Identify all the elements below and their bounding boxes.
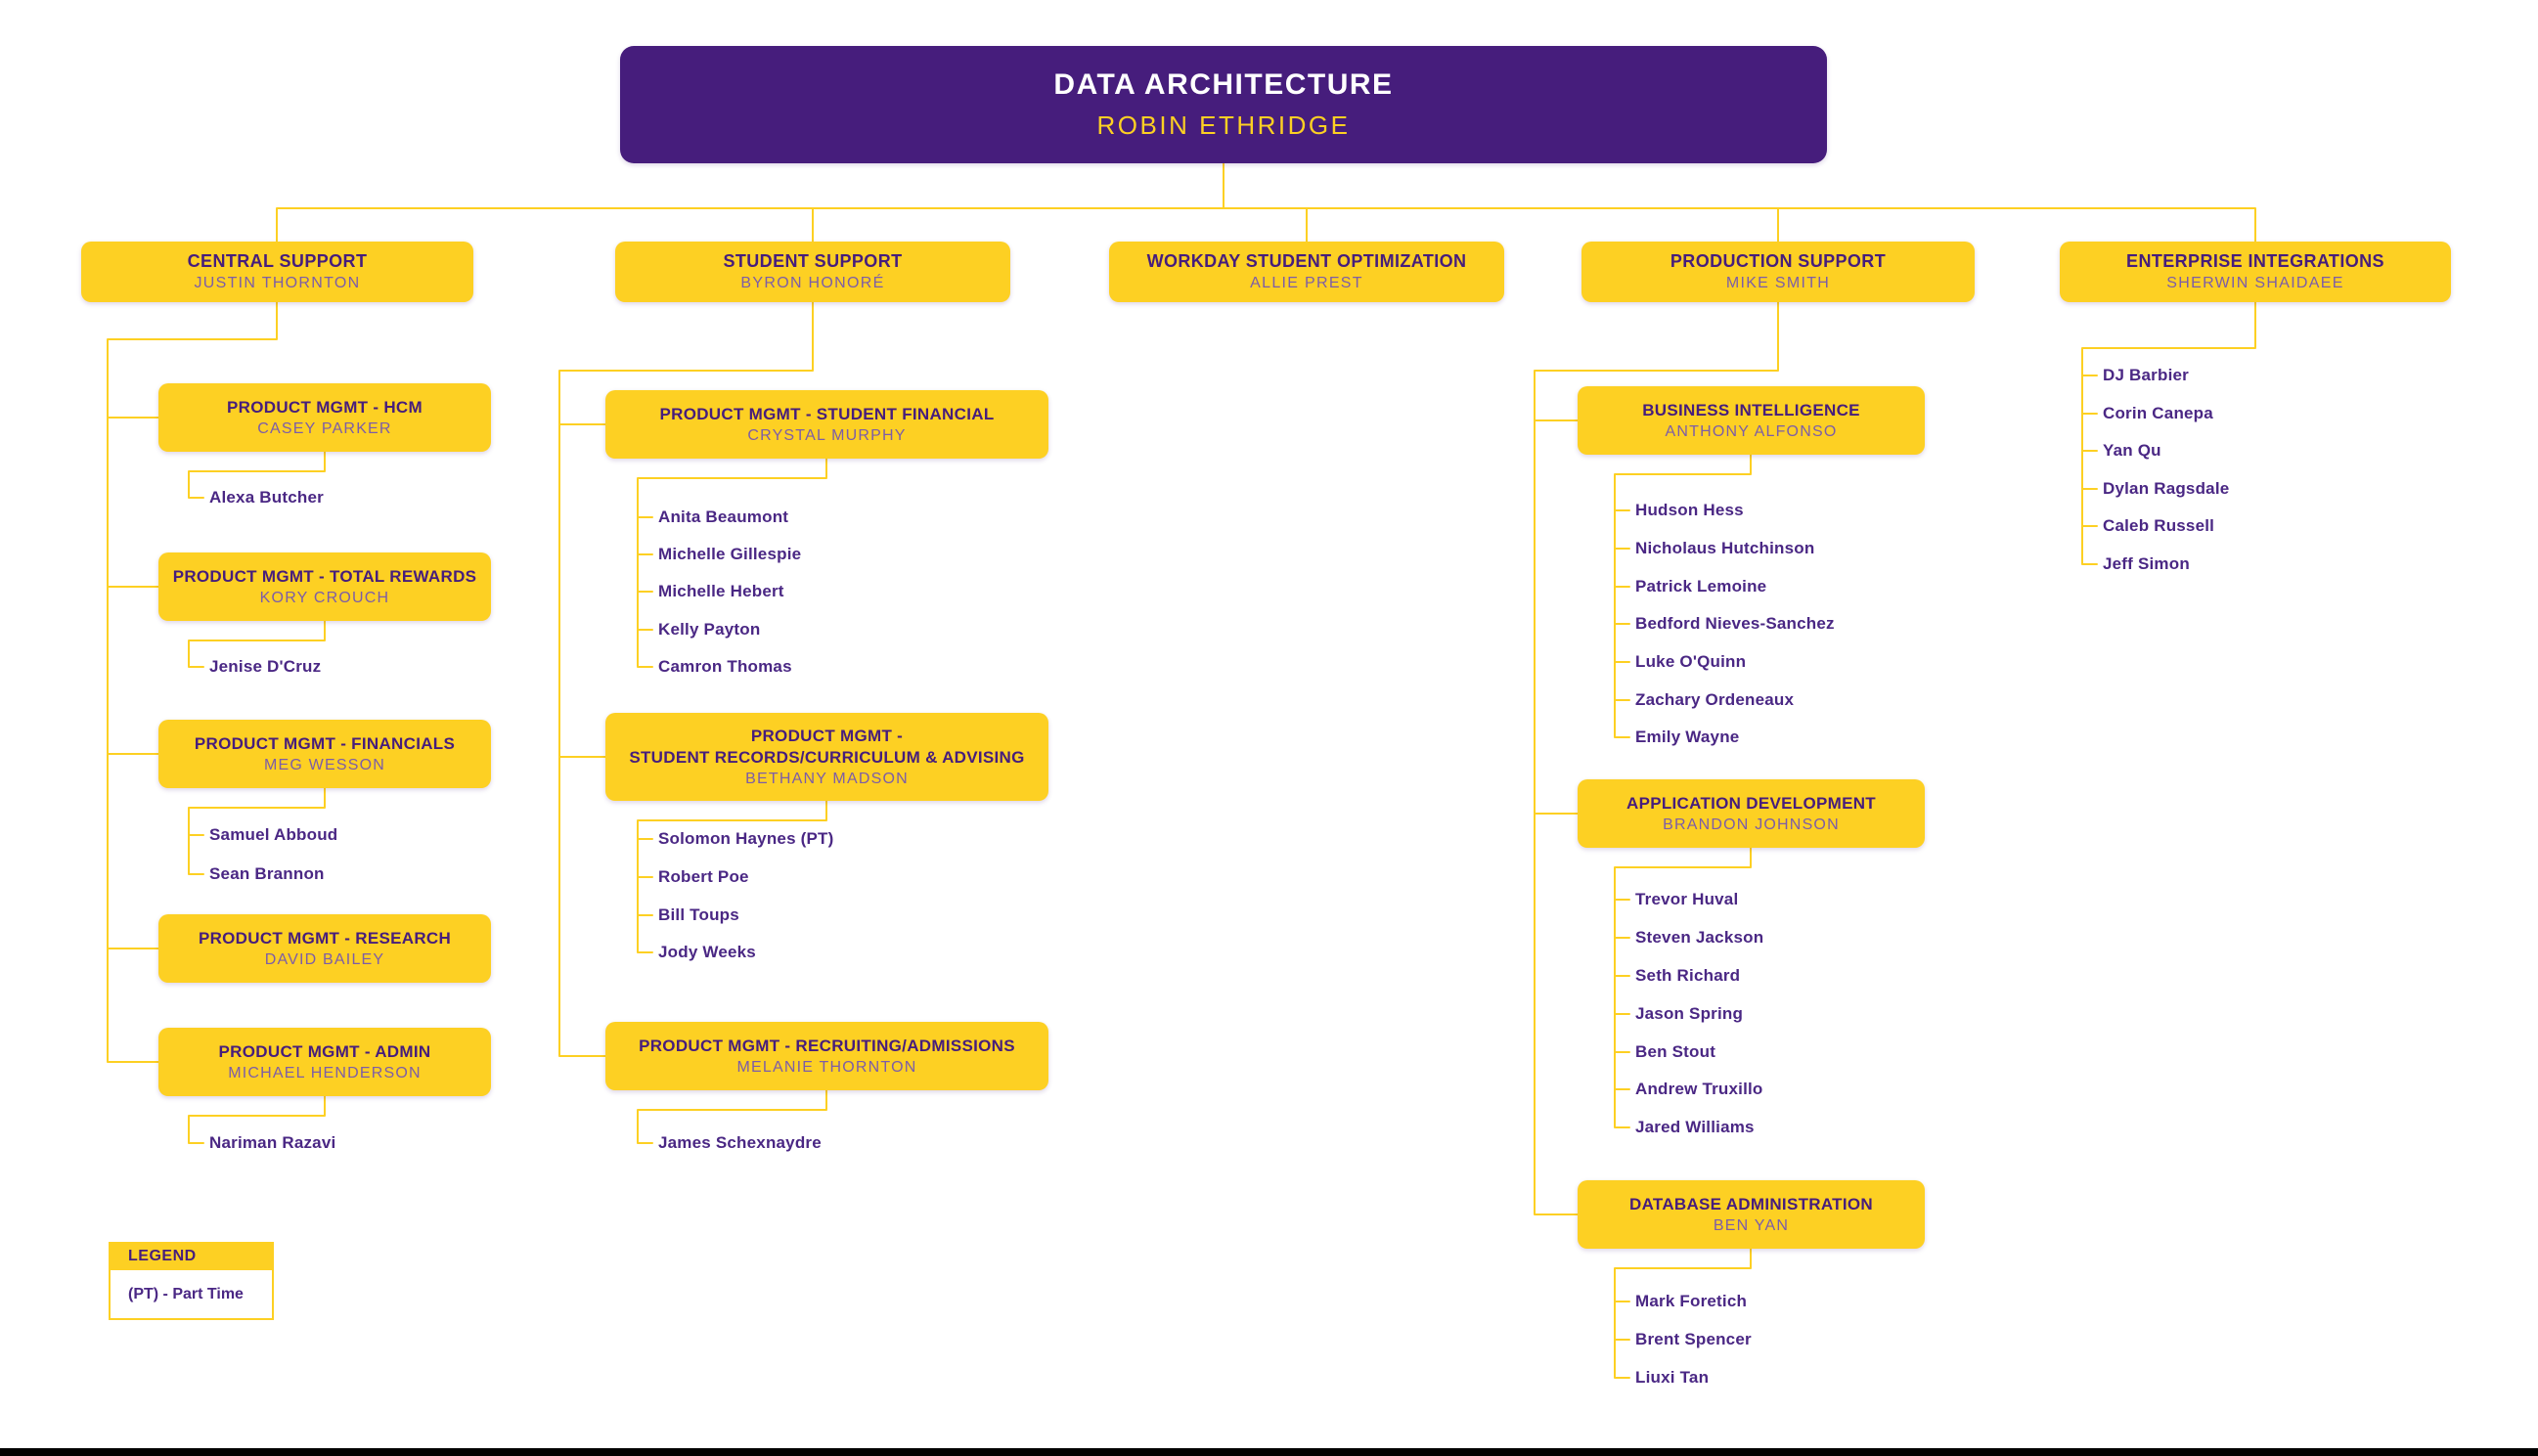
member-samuel-abboud: Samuel Abboud <box>209 825 338 844</box>
member-james-schexnaydre: James Schexnaydre <box>658 1133 822 1152</box>
footer-divider-bar <box>0 1448 2538 1456</box>
member-alexa-butcher: Alexa Butcher <box>209 488 324 507</box>
team-product-mgmt-recruiting-admissions <box>605 1022 1048 1090</box>
team-manager: CRYSTAL MURPHY <box>747 427 907 445</box>
member-trevor-huval: Trevor Huval <box>1635 890 1739 908</box>
member-bill-toups: Bill Toups <box>658 905 739 924</box>
member-nicholaus-hutchinson: Nicholaus Hutchinson <box>1635 539 1815 557</box>
member-camron-thomas: Camron Thomas <box>658 657 792 676</box>
member-hudson-hess: Hudson Hess <box>1635 501 1744 519</box>
team-title: BUSINESS INTELLIGENCE <box>1642 400 1860 419</box>
team-manager: MEG WESSON <box>263 757 385 774</box>
member-jody-weeks: Jody Weeks <box>658 943 756 961</box>
member-dj-barbier: DJ Barbier <box>2103 366 2189 384</box>
member-kelly-payton: Kelly Payton <box>658 620 761 639</box>
dept-manager: JUSTIN THORNTON <box>194 275 361 291</box>
team-title: PRODUCT MGMT - STUDENT FINANCIAL <box>659 404 995 423</box>
member-michelle-gillespie: Michelle Gillespie <box>658 545 802 563</box>
team-database-administration <box>1578 1180 1925 1249</box>
dept-title: CENTRAL SUPPORT <box>187 251 368 271</box>
team-title-line2: STUDENT RECORDS/CURRICULUM & ADVISING <box>629 747 1025 767</box>
root-node-data-architecture <box>620 46 1827 163</box>
member-mark-foretich: Mark Foretich <box>1635 1292 1748 1310</box>
team-title: PRODUCT MGMT - TOTAL REWARDS <box>172 566 477 586</box>
dept-enterprise-integrations <box>2060 242 2451 302</box>
dept-manager: ALLIE PREST <box>1250 275 1363 291</box>
member-brent-spencer: Brent Spencer <box>1635 1330 1752 1348</box>
root-title: DATA ARCHITECTURE <box>1053 68 1394 101</box>
team-manager: DAVID BAILEY <box>264 951 385 969</box>
team-product-mgmt-total-rewards <box>158 552 491 621</box>
member-dylan-ragsdale: Dylan Ragsdale <box>2103 479 2230 498</box>
team-product-mgmt-hcm <box>158 383 491 452</box>
member-zachary-ordeneaux: Zachary Ordeneaux <box>1635 690 1795 709</box>
team-title: DATABASE ADMINISTRATION <box>1629 1194 1873 1213</box>
member-michelle-hebert: Michelle Hebert <box>658 582 784 600</box>
member-luke-oquinn: Luke O'Quinn <box>1635 652 1747 671</box>
member-bedford-nieves-sanchez: Bedford Nieves-Sanchez <box>1635 614 1835 633</box>
team-title-line1: PRODUCT MGMT - <box>750 727 904 746</box>
team-manager: KORY CROUCH <box>259 590 390 607</box>
team-title: APPLICATION DEVELOPMENT <box>1626 793 1876 813</box>
member-andrew-truxillo: Andrew Truxillo <box>1635 1080 1763 1098</box>
connector-root-to-depts <box>277 163 2255 242</box>
member-jeff-simon: Jeff Simon <box>2103 554 2190 573</box>
team-manager: MICHAEL HENDERSON <box>228 1065 422 1082</box>
legend-entry-part-time: (PT) - Part Time <box>109 1270 274 1320</box>
dept-central-support <box>81 242 473 302</box>
dept-manager: BYRON HONORÉ <box>740 275 885 291</box>
team-manager: BETHANY MADSON <box>745 770 909 787</box>
team-title: PRODUCT MGMT - FINANCIALS <box>194 733 456 753</box>
member-nariman-razavi: Nariman Razavi <box>209 1133 336 1152</box>
team-application-development <box>1578 779 1925 848</box>
dept-manager: MIKE SMITH <box>1725 275 1831 291</box>
team-manager: ANTHONY ALFONSO <box>1665 423 1838 441</box>
member-jason-spring: Jason Spring <box>1635 1004 1744 1023</box>
legend-header: LEGEND <box>109 1242 274 1270</box>
team-product-mgmt-admin <box>158 1028 491 1096</box>
team-manager: MELANIE THORNTON <box>736 1059 917 1077</box>
member-corin-canepa: Corin Canepa <box>2103 404 2213 422</box>
dept-title: PRODUCTION SUPPORT <box>1670 251 1887 271</box>
member-seth-richard: Seth Richard <box>1635 966 1741 985</box>
member-caleb-russell: Caleb Russell <box>2103 516 2215 535</box>
dept-student-support <box>615 242 1010 302</box>
team-title: PRODUCT MGMT - ADMIN <box>218 1041 431 1061</box>
member-patrick-lemoine: Patrick Lemoine <box>1635 577 1767 596</box>
member-ben-stout: Ben Stout <box>1635 1042 1716 1061</box>
member-liuxi-tan: Liuxi Tan <box>1635 1368 1710 1387</box>
dept-title: WORKDAY STUDENT OPTIMIZATION <box>1146 251 1467 271</box>
team-business-intelligence <box>1578 386 1925 455</box>
member-yan-qu: Yan Qu <box>2103 441 2161 460</box>
dept-title: ENTERPRISE INTEGRATIONS <box>2126 251 2384 271</box>
member-emily-wayne: Emily Wayne <box>1635 728 1740 746</box>
member-jared-williams: Jared Williams <box>1635 1118 1755 1136</box>
dept-production-support <box>1581 242 1975 302</box>
member-robert-poe: Robert Poe <box>658 867 749 886</box>
member-solomon-haynes: Solomon Haynes (PT) <box>658 829 834 848</box>
team-manager: CASEY PARKER <box>257 420 392 438</box>
dept-workday-student-optimization <box>1109 242 1504 302</box>
team-manager: BRANDON JOHNSON <box>1663 816 1840 834</box>
member-sean-brannon: Sean Brannon <box>209 864 325 883</box>
member-jenise-dcruz: Jenise D'Cruz <box>209 657 322 676</box>
team-manager: BEN YAN <box>1713 1217 1790 1235</box>
dept-manager: SHERWIN SHAIDAEE <box>2166 275 2344 291</box>
member-steven-jackson: Steven Jackson <box>1635 928 1764 947</box>
team-product-mgmt-student-records-curriculum-advising <box>605 713 1048 801</box>
team-product-mgmt-financials <box>158 720 491 788</box>
team-product-mgmt-student-financial <box>605 390 1048 459</box>
member-anita-beaumont: Anita Beaumont <box>658 507 789 526</box>
root-manager: ROBIN ETHRIDGE <box>1096 110 1351 140</box>
dept-title: STUDENT SUPPORT <box>723 251 903 271</box>
connector-database-administration-members <box>1615 1249 1751 1378</box>
team-title: PRODUCT MGMT - RECRUITING/ADMISSIONS <box>639 1036 1015 1055</box>
team-title: PRODUCT MGMT - RESEARCH <box>198 928 452 948</box>
team-product-mgmt-research <box>158 914 491 983</box>
team-title: PRODUCT MGMT - HCM <box>227 397 423 417</box>
